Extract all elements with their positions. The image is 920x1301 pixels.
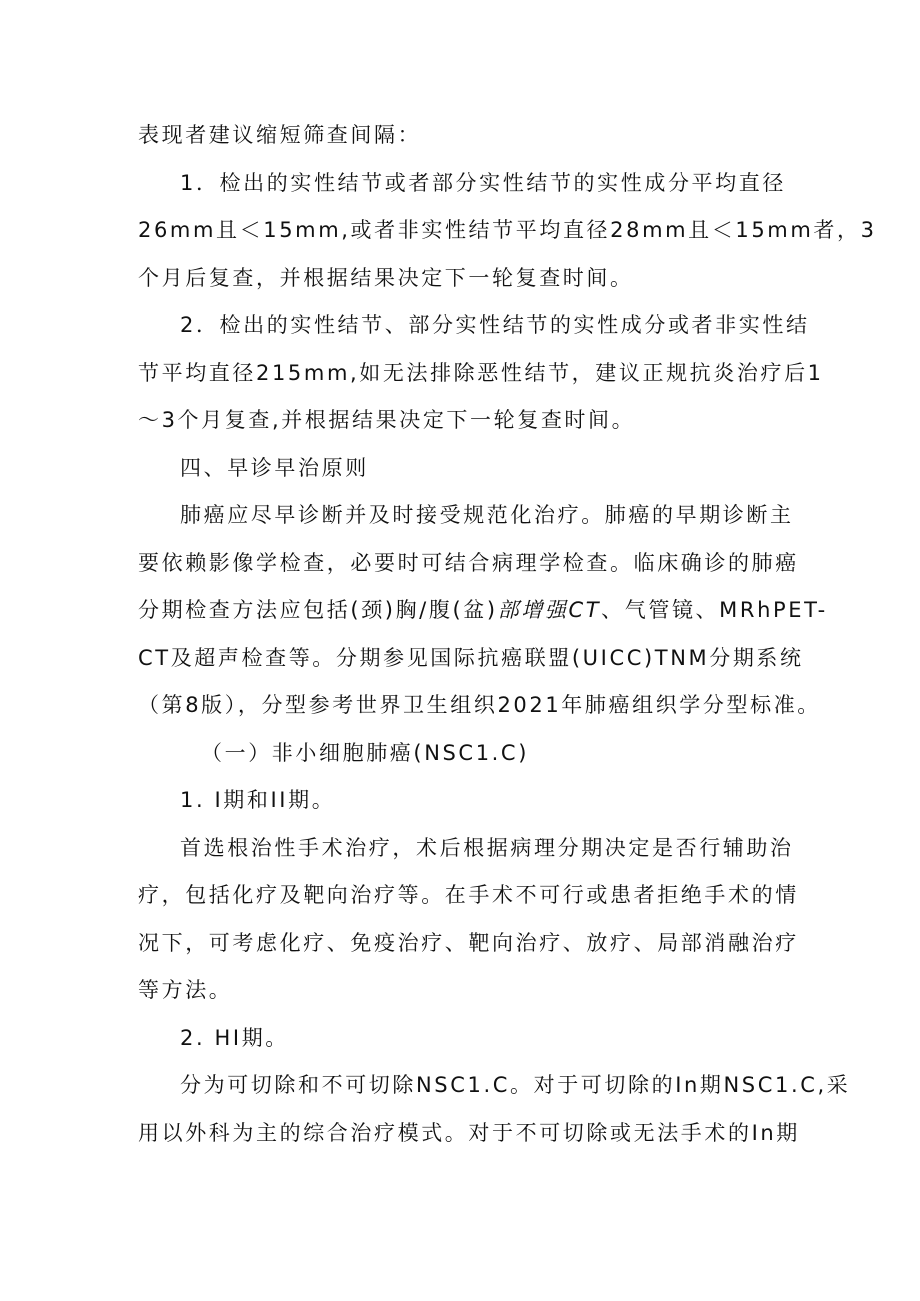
paragraph-line: CT及超声检查等。分期参见国际抗癌联盟(UICC)TNM分期系统 <box>138 645 804 670</box>
subheading-stage-1-2: 1. I期和II期。 <box>180 788 336 812</box>
paragraph-line: （第8版），分型参考世界卫生组织2021年肺癌组织学分型标准。 <box>138 693 821 717</box>
paragraph-line: 节平均直径215mm,如无法排除恶性结节，建议正规抗炎治疗后1 <box>138 360 824 385</box>
paragraph-line: 用以外科为主的综合治疗模式。对于不可切除或无法手术的In期 <box>138 1120 800 1145</box>
paragraph-line: 首选根治性手术治疗，术后根据病理分期决定是否行辅助治 <box>180 835 794 860</box>
list-item-1-line: 1．检出的实性结节或者部分实性结节的实性成分平均直径 <box>180 170 786 195</box>
list-item-2-line: 2．检出的实性结节、部分实性结节的实性成分或者非实性结 <box>180 313 810 337</box>
italic-text-span: 部增强CT <box>497 598 602 622</box>
section-heading: 四、早诊早治原则 <box>180 455 369 480</box>
paragraph-line: 分为可切除和不可切除NSC1.C。对于可切除的In期NSC1.C,采 <box>180 1073 851 1097</box>
paragraph-line: 肺癌应尽早诊断并及时接受规范化治疗。肺癌的早期诊断主 <box>180 503 794 527</box>
paragraph-line: 要依赖影像学检查，必要时可结合病理学检查。临床确诊的肺癌 <box>138 550 799 575</box>
paragraph-line: 26mm且＜15mm,或者非实性结节平均直径28mm且＜15mm者，3 <box>138 218 877 242</box>
text-span: 、气管镜、MRhPET- <box>601 598 828 622</box>
paragraph-line: 况下，可考虑化疗、免疫治疗、靶向治疗、放疗、局部消融治疗 <box>138 930 799 955</box>
paragraph-line: 〜3个月复查,并根据结果决定下一轮复查时间。 <box>138 408 636 432</box>
subsection-heading: （一）非小细胞肺癌(NSC1.C) <box>201 740 529 765</box>
text-span: 分期检查方法应包括(颈)胸/腹(盆) <box>138 598 498 622</box>
paragraph-line: 表现者建议缩短筛查间隔： <box>138 123 422 147</box>
paragraph-line <box>138 587 828 635</box>
paragraph-line: 等方法。 <box>138 978 233 1002</box>
subheading-stage-3: 2. HI期。 <box>180 1025 289 1050</box>
document-page <box>138 112 877 1157</box>
paragraph-line: 疗，包括化疗及靶向治疗等。在手术不可行或患者拒绝手术的情 <box>138 883 799 907</box>
paragraph-line: 个月后复查，并根据结果决定下一轮复查时间。 <box>138 265 634 290</box>
